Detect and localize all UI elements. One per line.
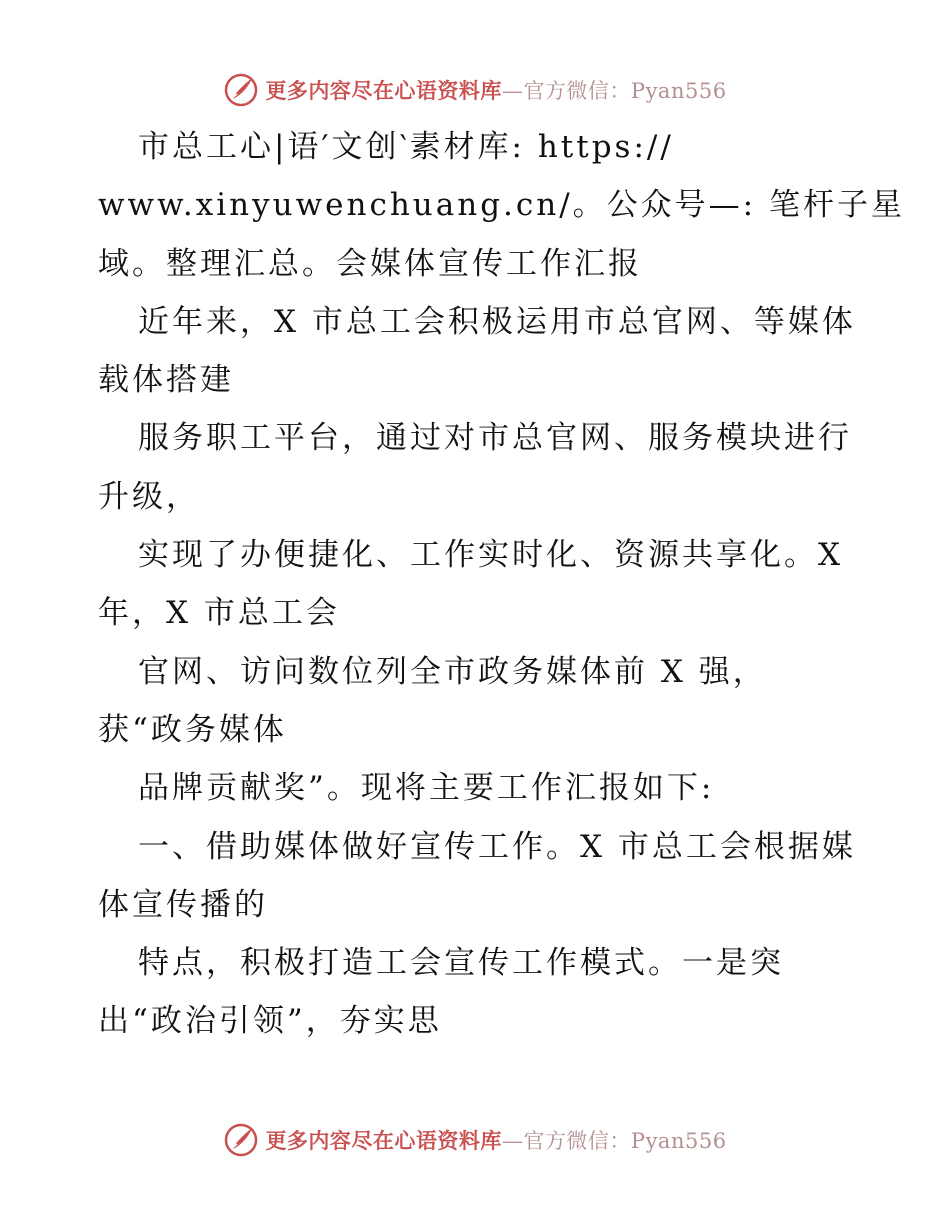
text-line: 服务职工平台，通过对市总官网、服务模块进行 — [138, 420, 852, 457]
text-line: 域。整理汇总。会媒体宣传工作汇报 — [98, 245, 642, 282]
banner-wechat-text: 官方微信：Pyan556 — [523, 1129, 727, 1153]
document-body — [98, 118, 905, 1051]
banner-main-text: 更多内容尽在心语资料库 — [265, 78, 502, 103]
text-line: www.xinyuwenchuang.cn/。公众号—: 笔杆子星 — [98, 187, 905, 224]
header-banner — [0, 70, 950, 110]
text-line: 特点，积极打造工会宣传工作模式。一是突 — [138, 945, 784, 982]
text-line: 获“政务媒体 — [98, 711, 287, 748]
text-line: 一、借助媒体做好宣传工作。X 市总工会根据媒 — [138, 828, 856, 865]
quill-pen-logo-icon — [223, 72, 259, 108]
text-line: 升级， — [98, 478, 200, 515]
banner-text — [265, 1125, 726, 1155]
banner-dash: — — [501, 1129, 524, 1153]
footer-banner — [0, 1120, 950, 1160]
text-line: 官网、访问数位列全市政务媒体前 X 强， — [138, 653, 767, 690]
text-line: 近年来，X 市总工会积极运用市总官网、等媒体 — [138, 303, 856, 340]
text-line: 实现了办便捷化、工作实时化、资源共享化。X — [138, 537, 844, 574]
banner-text — [265, 75, 726, 105]
quill-pen-logo-icon — [223, 1122, 259, 1158]
text-line: 市总工心|语′文创‵素材库: https:// — [138, 129, 674, 165]
banner-wechat-text: 官方微信：Pyan556 — [523, 79, 727, 103]
text-line: 体宣传播的 — [98, 886, 268, 923]
text-line: 品牌贡献奖”。现将主要工作汇报如下: — [138, 770, 715, 807]
banner-dash: — — [501, 79, 524, 103]
text-line: 年，X 市总工会 — [98, 595, 340, 632]
banner-main-text: 更多内容尽在心语资料库 — [265, 1128, 502, 1153]
text-line: 出“政治引领”，夯实思 — [98, 1003, 442, 1040]
text-line: 载体搭建 — [98, 362, 234, 399]
